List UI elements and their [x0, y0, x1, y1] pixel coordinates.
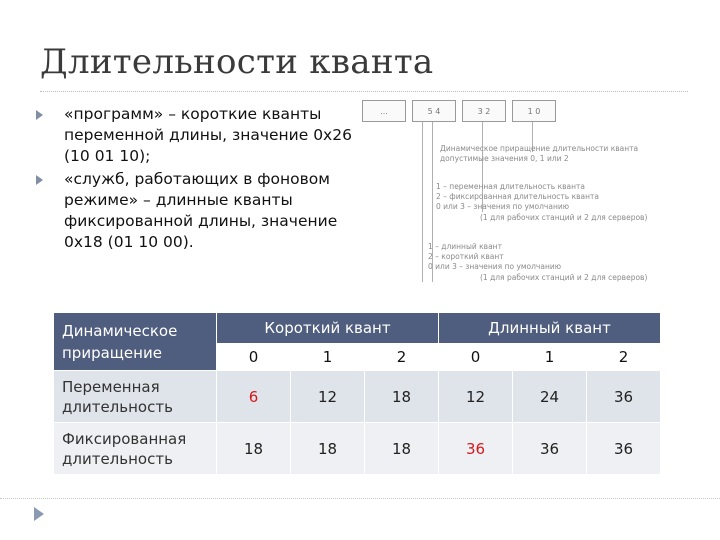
quantum-register-diagram	[362, 100, 690, 295]
subheader-cell: 0	[217, 344, 291, 371]
connector-line	[422, 122, 423, 282]
slide-title: Длительности кванта	[40, 42, 434, 82]
register-cell: 1 0	[512, 100, 556, 122]
bullet-list	[34, 104, 364, 255]
diagram-note: допустимые значения 0, 1 или 2	[440, 154, 569, 163]
bullet-item	[34, 104, 364, 167]
register-cell: 3 2	[462, 100, 506, 122]
subheader-cell: 0	[439, 344, 513, 371]
bullet-item	[34, 169, 364, 253]
title-divider	[40, 91, 688, 92]
footer-divider	[0, 498, 720, 499]
long-quantum-header: Длинный квант	[439, 313, 661, 344]
table-cell: 36	[439, 423, 513, 475]
diagram-note: 0 или 3 – значения по умолчанию	[436, 202, 570, 211]
short-quantum-header: Короткий квант	[217, 313, 439, 344]
bullet-arrow-icon	[36, 110, 43, 120]
subheader-cell: 1	[513, 344, 587, 371]
diagram-note: 1 – длинный квант	[428, 242, 502, 251]
slide-corner-arrow-icon	[34, 507, 44, 521]
table-cell: 36	[513, 423, 587, 475]
table-cell: 24	[513, 371, 587, 423]
register-cell: ...	[362, 100, 406, 122]
table-cell: 36	[587, 371, 661, 423]
table-cell: 18	[365, 371, 439, 423]
table-cell: 12	[439, 371, 513, 423]
diagram-note: 2 – фиксированная длительность кванта	[436, 192, 600, 201]
table-cell: 18	[291, 423, 365, 475]
table-row	[54, 371, 661, 423]
register-bits	[362, 100, 556, 122]
quantum-table	[53, 312, 661, 475]
register-cell: 5 4	[412, 100, 456, 122]
bullet-arrow-icon	[36, 175, 43, 185]
table-cell: 6	[217, 371, 291, 423]
table-cell: 36	[587, 423, 661, 475]
diagram-note: Динамическое приращение длительности кванта	[440, 144, 639, 153]
table-cell: 12	[291, 371, 365, 423]
table-cell: 18	[217, 423, 291, 475]
table-cell: 18	[365, 423, 439, 475]
subheader-cell: 1	[291, 344, 365, 371]
table-corner-header: Динамическое приращение	[54, 313, 217, 371]
diagram-note: 0 или 3 – значения по умолчанию	[428, 262, 562, 271]
diagram-note: (1 для рабочих станций и 2 для серверов)	[480, 213, 648, 222]
diagram-note: 1 – переменная длительность кванта	[436, 182, 586, 191]
subheader-cell: 2	[365, 344, 439, 371]
diagram-note: 2 – короткий квант	[428, 252, 504, 261]
subheader-cell: 2	[587, 344, 661, 371]
row-label: Фиксированная длительность	[54, 423, 217, 475]
table-row	[54, 423, 661, 475]
bullet-text: «программ» – короткие кванты переменной длины, значение 0х26 (10 01 10);	[64, 105, 352, 165]
row-label: Переменная длительность	[54, 371, 217, 423]
bullet-text: «служб, работающих в фоновом режиме» – длинные кванты фиксированной длины, значение 0х18 (01 10 00).	[64, 170, 338, 251]
diagram-note: (1 для рабочих станций и 2 для серверов)	[480, 273, 648, 282]
